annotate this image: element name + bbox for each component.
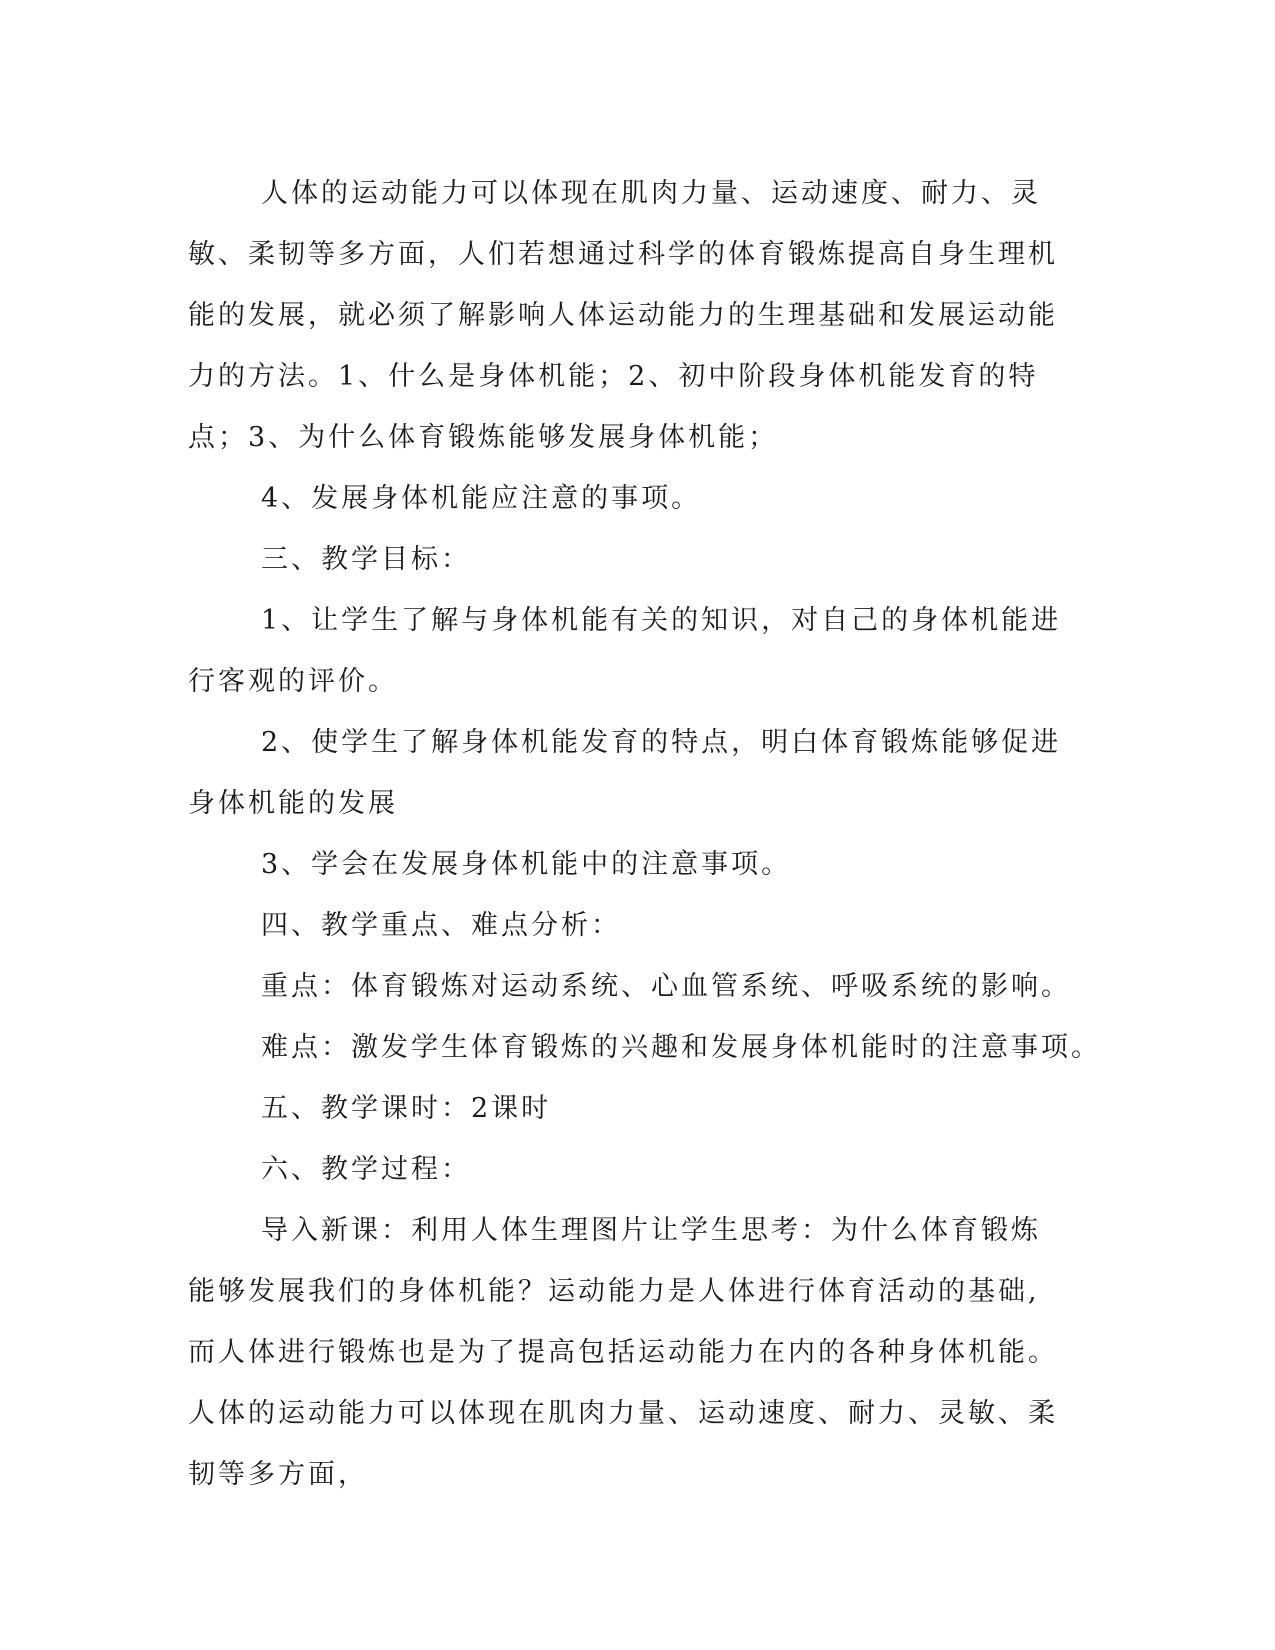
- paragraph-item-4: 4、发展身体机能应注意的事项。: [261, 483, 702, 514]
- heading-teaching-process: 六、教学过程：: [261, 1154, 471, 1185]
- heading-key-points: 四、教学重点、难点分析：: [261, 910, 621, 941]
- heading-teaching-objectives: 三、教学目标：: [261, 544, 471, 575]
- objective-3: 3、学会在发展身体机能中的注意事项。: [261, 849, 792, 880]
- objective-1: 1、让学生了解与身体机能有关的知识，对自己的身体机能进行客观的评价。: [188, 605, 1062, 697]
- paragraph-motor-ability-intro: 人体的运动能力可以体现在肌肉力量、运动速度、耐力、灵敏、柔韧等多方面，人们若想通过科学的体育锻炼提高自身生理机能的发展，就必须了解影响人体运动能力的生理基础和发展运动能力的方法。1、什么是身体机能；2、初中阶段身体机能发育的特点；3、为什么体育锻炼能够发展身体机能；: [188, 178, 1058, 453]
- paragraph-lesson-intro: 导入新课：利用人体生理图片让学生思考：为什么体育锻炼能够发展我们的身体机能？运动能力是人体进行体育活动的基础,而人体进行锻炼也是为了提高包括运动能力在内的各种身体机能。人体的运动能力可以体现在肌肉力量、运动速度、耐力、灵敏、柔韧等多方面，: [188, 1215, 1058, 1490]
- difficult-point: 难点：激发学生体育锻炼的兴趣和发展身体机能时的注意事项。: [261, 1032, 1101, 1063]
- key-point: 重点：体育锻炼对运动系统、心血管系统、呼吸系统的影响。: [261, 971, 1071, 1002]
- document-body: [188, 163, 1101, 1505]
- objective-2: 2、使学生了解身体机能发育的特点，明白体育锻炼能够促进身体机能的发展: [188, 727, 1062, 819]
- heading-class-hours: 五、教学课时：2课时: [261, 1093, 552, 1124]
